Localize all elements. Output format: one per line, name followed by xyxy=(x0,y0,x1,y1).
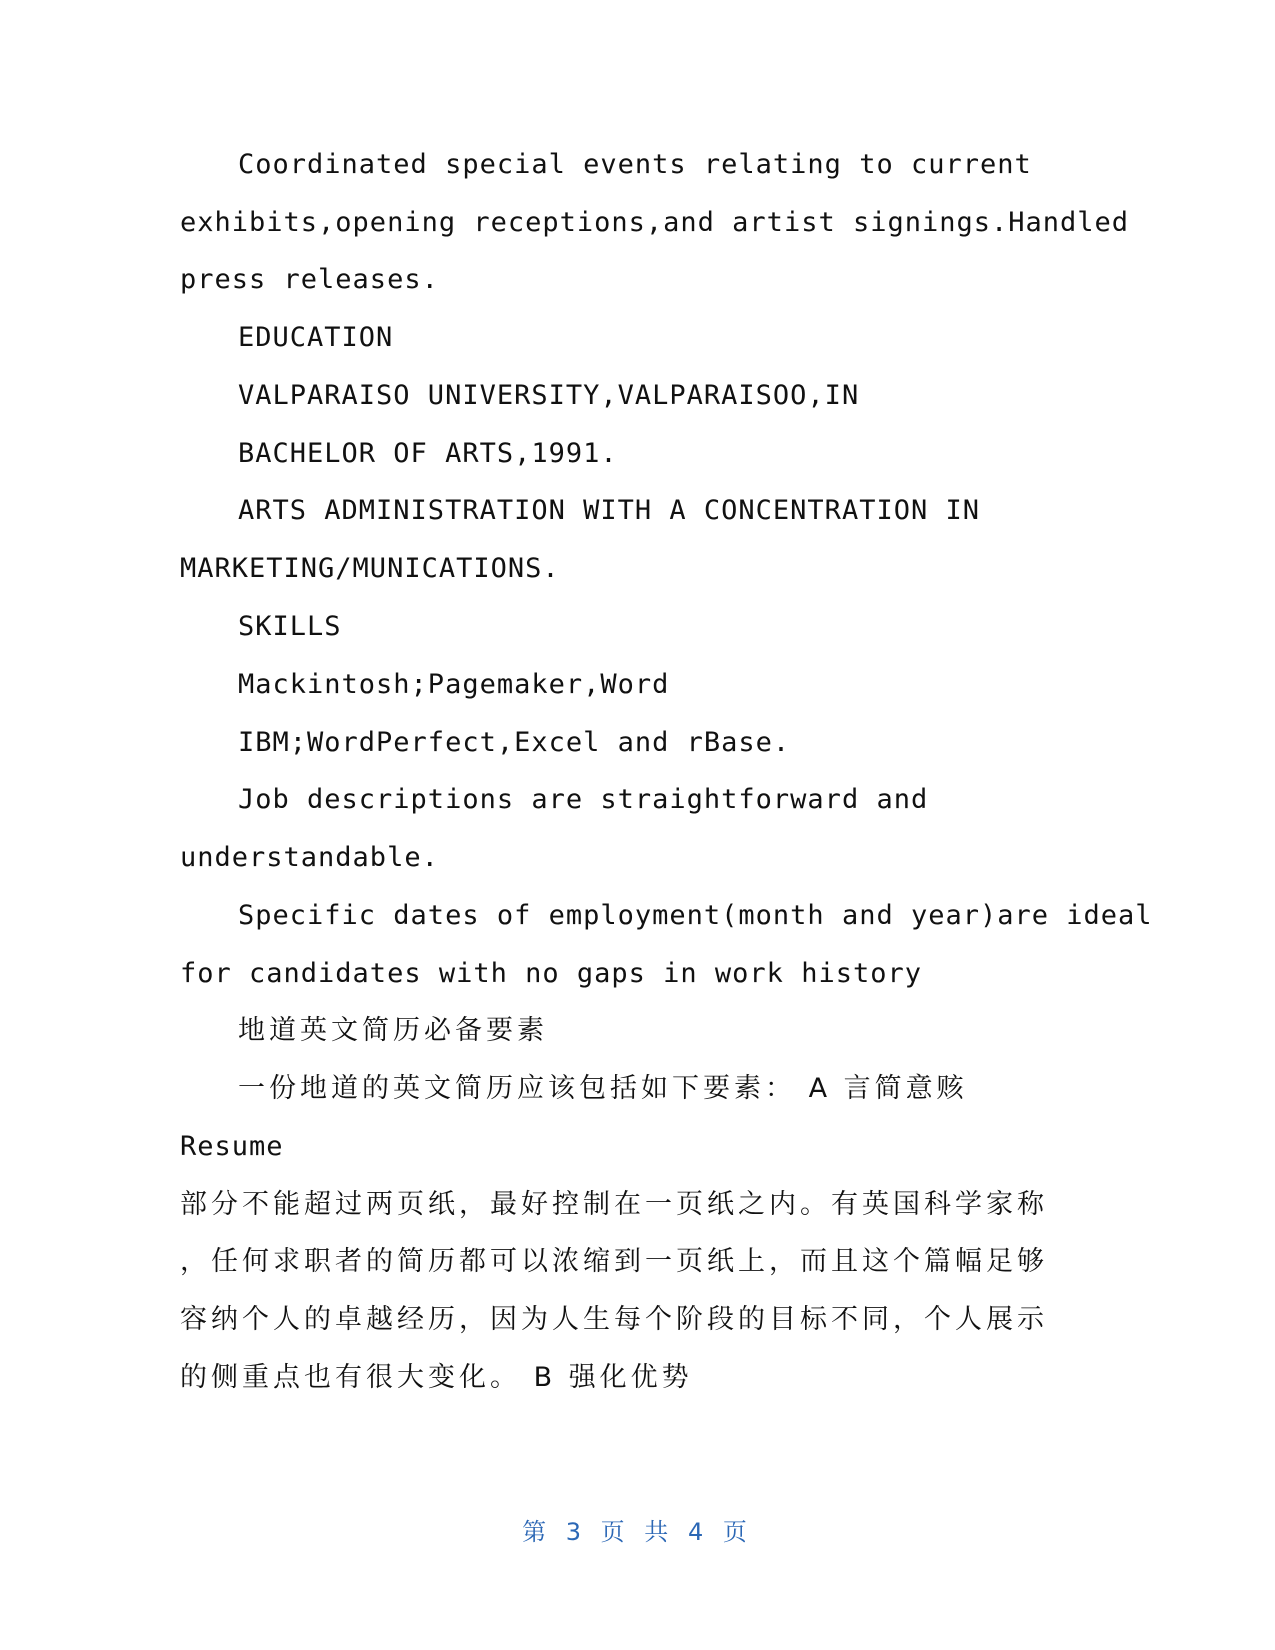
text-line: Specific dates of employment(month and year)are ideal xyxy=(238,900,1153,931)
text-line: Coordinated special events relating to current xyxy=(238,149,1032,180)
text-line: ARTS ADMINISTRATION WITH A CONCENTRATION IN xyxy=(238,495,980,526)
text-line: 的侧重点也有很大变化。 B 强化优势 xyxy=(180,1362,693,1393)
text-line: exhibits,opening receptions,and artist signings.Handled xyxy=(180,207,1130,238)
text-line: Mackintosh;Pagemaker,Word xyxy=(238,669,670,700)
text-line: VALPARAISO UNIVERSITY,VALPARAISOO,IN xyxy=(238,380,860,411)
text-line: BACHELOR OF ARTS,1991. xyxy=(238,438,618,469)
text-line: Resume xyxy=(180,1131,284,1162)
text-line: IBM;WordPerfect,Excel and rBase. xyxy=(238,727,791,758)
text-line: 地道英文简历必备要素 xyxy=(238,1015,548,1046)
section-heading-education: EDUCATION xyxy=(238,322,394,353)
text-line: press releases. xyxy=(180,264,439,295)
text-line: Job descriptions are straightforward and xyxy=(238,784,929,815)
text-line: ，任何求职者的简历都可以浓缩到一页纸上，而且这个篇幅足够 xyxy=(180,1246,1048,1277)
section-heading-skills: SKILLS xyxy=(238,611,342,642)
text-line: 容纳个人的卓越经历，因为人生每个阶段的目标不同，个人展示 xyxy=(180,1304,1048,1335)
text-line: understandable. xyxy=(180,842,439,873)
text-line: for candidates with no gaps in work history xyxy=(180,958,922,989)
page-number-footer: 第 3 页 共 4 页 xyxy=(522,1518,753,1546)
text-line: MARKETING/MUNICATIONS. xyxy=(180,553,560,584)
text-line: 部分不能超过两页纸，最好控制在一页纸之内。有英国科学家称 xyxy=(180,1189,1048,1220)
text-line: 一份地道的英文简历应该包括如下要素： A 言简意赅 xyxy=(238,1073,968,1104)
